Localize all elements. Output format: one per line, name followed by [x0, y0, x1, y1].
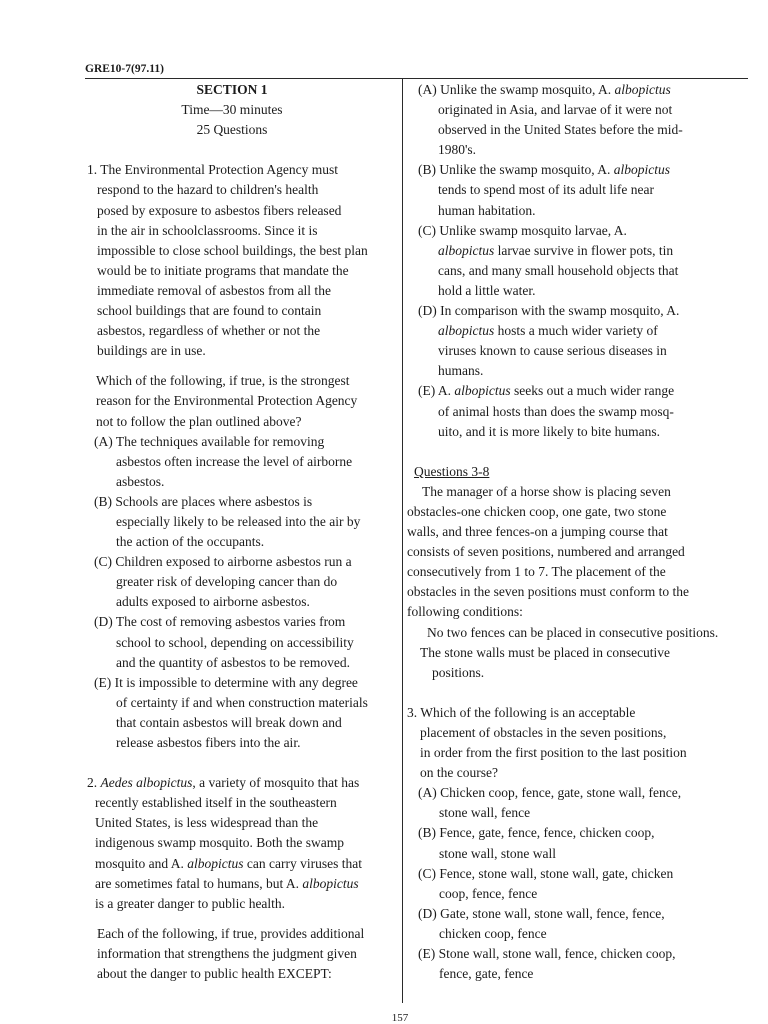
choice-line — [407, 160, 752, 180]
stem-line: indigenous swamp mosquito. Both the swamp — [95, 835, 344, 851]
answer-choice — [407, 944, 752, 984]
answer-choices — [407, 80, 752, 442]
choice-line-segment: larvae survive in flower pots, tin — [494, 242, 674, 258]
conditions-list — [407, 623, 752, 683]
choice-line: that contain asbestos will break down and — [116, 714, 342, 730]
header-rule — [85, 78, 748, 79]
stem-line — [87, 773, 399, 793]
answer-choice — [407, 221, 752, 301]
question-stem — [87, 773, 399, 914]
species-name: albopictus — [614, 82, 671, 97]
stem-line — [87, 854, 399, 874]
prompt-line: not to follow the plan outlined above? — [96, 413, 302, 429]
passage-line: following conditions: — [407, 604, 523, 620]
condition-line: The stone walls must be placed in consecutive — [420, 644, 671, 660]
condition-line: No two fences can be placed in consecutive positions. — [427, 624, 719, 640]
choice-line-segment: hosts a much wider variety of — [494, 323, 658, 339]
choice-line: (C) Fence, stone wall, stone wall, gate, chicken — [418, 865, 674, 881]
species-name: albopictus — [613, 162, 670, 178]
test-code-header: GRE10-7(97.11) — [85, 63, 164, 75]
prompt-line: reason for the Environmental Protection Agency — [96, 393, 358, 409]
stem-line: asbestos, regardless of whether or not the — [97, 323, 321, 339]
choice-line: fence, gate, fence — [439, 966, 534, 982]
answer-choice — [87, 673, 399, 753]
right-column — [407, 80, 752, 984]
species-name: albopictus — [187, 855, 244, 871]
choice-line: human habitation. — [438, 202, 536, 218]
choice-line: humans. — [438, 363, 484, 379]
choice-line — [407, 80, 752, 100]
choice-line: adults exposed to airborne asbestos. — [116, 594, 310, 610]
choice-line: chicken coop, fence — [439, 925, 547, 941]
section-header — [87, 80, 377, 140]
choice-line: (D) The cost of removing asbestos varies from — [94, 614, 346, 630]
prompt-line: Each of the following, if true, provides additional — [97, 925, 365, 941]
section-title: SECTION 1 — [196, 82, 268, 97]
choice-line: (D) In comparison with the swamp mosquito, A. — [418, 303, 680, 319]
choice-line: viruses known to cause serious diseases in — [438, 343, 667, 359]
choice-line: of certainty if and when construction materials — [116, 694, 368, 710]
stem-line-segment: are sometimes fatal to humans, but A. — [95, 875, 303, 891]
choice-line: observed in the United States before the mid- — [438, 122, 683, 138]
stem-line: placement of obstacles in the seven positions, — [420, 725, 667, 740]
choice-line: (A) Chicken coop, fence, gate, stone wall, fence, — [418, 785, 682, 801]
stem-line: in order from the first position to the last position — [420, 745, 687, 761]
choice-line: 1980's. — [438, 142, 477, 158]
stem-line: recently established itself in the southeastern — [95, 795, 337, 811]
choice-line: (C) Unlike swamp mosquito larvae, A. — [418, 222, 627, 238]
section-question-count: 25 Questions — [196, 122, 268, 138]
choice-line: (A) The techniques available for removing — [94, 433, 325, 449]
question-group — [407, 462, 752, 683]
answer-choice — [87, 432, 399, 492]
passage-line: consists of seven positions, numbered and arranged — [407, 544, 685, 560]
choice-line: hold a little water. — [438, 282, 536, 298]
answer-choice — [87, 612, 399, 672]
stem-line: United States, is less widespread than the — [95, 815, 319, 831]
passage-line: The manager of a horse show is placing seven — [422, 483, 671, 499]
choice-line: release asbestos fibers into the air. — [116, 735, 301, 750]
choice-line: asbestos. — [116, 473, 165, 489]
choice-line: asbestos often increase the level of airborne — [116, 453, 353, 469]
answer-choices — [87, 432, 399, 754]
question-3 — [407, 703, 752, 984]
stem-line-segment: mosquito and A. — [95, 855, 188, 871]
choice-line-segment: seeks out a much wider range — [510, 383, 675, 399]
condition-line: positions. — [432, 664, 485, 680]
answer-choice — [407, 823, 752, 863]
stem-line: on the course? — [420, 765, 498, 781]
choice-line — [407, 381, 752, 401]
choice-line: (C) Children exposed to airborne asbestos run a — [94, 554, 352, 570]
species-name: albopictus — [454, 383, 511, 399]
page-number: 157 — [391, 1012, 409, 1024]
left-column — [87, 80, 399, 984]
answer-choice — [407, 381, 752, 441]
column-divider — [402, 78, 403, 1003]
stem-line: 3. Which of the following is an acceptable — [407, 704, 636, 720]
species-name: albopictus — [438, 242, 495, 258]
answer-choices — [407, 783, 752, 984]
stem-line: buildings are in use. — [97, 343, 206, 359]
stem-line: in the air in schoolclassrooms. Since it is — [97, 222, 318, 238]
question-stem — [87, 160, 399, 361]
question-group-heading — [407, 462, 752, 482]
choice-line — [407, 241, 752, 261]
answer-choice — [407, 783, 752, 823]
question-prompt — [87, 924, 399, 984]
choice-line: (E) It is impossible to determine with any degree — [94, 674, 358, 690]
species-name: albopictus — [438, 323, 495, 339]
choice-line: stone wall, stone wall — [439, 845, 556, 861]
condition-item — [407, 623, 752, 643]
choice-line-segment: (E) A. — [418, 383, 455, 399]
prompt-line: information that strengthens the judgment given — [97, 945, 357, 961]
choice-line-segment: (B) Unlike the swamp mosquito, A. — [418, 162, 614, 178]
stem-line: posed by exposure to asbestos fibers released — [97, 202, 342, 218]
stem-line-segment: can carry viruses that — [243, 855, 362, 871]
stem-line: impossible to close school buildings, the best plan — [97, 242, 368, 258]
species-name: albopictus — [302, 875, 359, 891]
choice-line: (B) Fence, gate, fence, fence, chicken coop, — [418, 825, 655, 841]
stem-line: respond to the hazard to children's health — [97, 182, 319, 198]
stem-line: would be to initiate programs that mandate the — [97, 262, 349, 278]
choice-line: (D) Gate, stone wall, stone wall, fence, fence, — [418, 905, 665, 921]
stem-line-segment: 2. — [87, 775, 101, 791]
choice-line — [407, 321, 752, 341]
stem-line-segment: , a variety of mosquito that has — [192, 775, 360, 791]
choice-line-segment: (A) Unlike the swamp mosquito, A. — [418, 82, 615, 97]
stem-line: is a greater danger to public health. — [95, 895, 286, 911]
stem-line: school buildings that are found to contain — [97, 303, 322, 319]
choice-line: greater risk of developing cancer than do — [116, 574, 338, 590]
choice-line: especially likely to be released into the air by — [116, 513, 361, 529]
species-name: Aedes albopictus — [100, 775, 193, 791]
choice-line: and the quantity of asbestos to be removed. — [116, 654, 350, 670]
condition-item — [407, 643, 752, 683]
choice-line: stone wall, fence — [439, 805, 531, 821]
passage-line: obstacles-one chicken coop, one gate, two stone — [407, 503, 667, 519]
answer-choice — [407, 301, 752, 381]
choice-line: uito, and it is more likely to bite humans. — [438, 423, 660, 439]
question-1 — [87, 160, 399, 753]
choice-line: tends to spend most of its adult life near — [438, 182, 654, 198]
choice-line: the action of the occupants. — [116, 534, 265, 550]
passage-line: obstacles in the seven positions must conform to the — [407, 584, 689, 600]
passage-line: consecutively from 1 to 7. The placement of the — [407, 564, 666, 580]
stem-line — [87, 874, 399, 894]
question-prompt — [87, 371, 399, 431]
question-stem — [407, 703, 752, 783]
choice-line: cans, and many small household objects that — [438, 262, 679, 278]
passage-line: walls, and three fences-on a jumping course that — [407, 524, 668, 540]
answer-choice — [407, 80, 752, 160]
stem-line: 1. The Environmental Protection Agency must — [87, 162, 338, 178]
answer-choice — [407, 160, 752, 220]
answer-choice — [87, 492, 399, 552]
choice-line: coop, fence, fence — [439, 885, 538, 901]
choice-line: originated in Asia, and larvae of it were not — [438, 102, 673, 118]
stem-line: immediate removal of asbestos from all the — [97, 282, 331, 298]
question-group-heading-text: Questions 3-8 — [414, 463, 490, 479]
choice-line: (E) Stone wall, stone wall, fence, chicken coop, — [418, 946, 676, 962]
section-time-limit: Time—30 minutes — [181, 102, 283, 118]
prompt-line: about the danger to public health EXCEPT: — [97, 966, 332, 982]
answer-choice — [407, 864, 752, 904]
answer-choice — [87, 552, 399, 612]
prompt-line: Which of the following, if true, is the strongest — [96, 373, 350, 389]
choice-line: school to school, depending on accessibility — [116, 634, 354, 650]
choice-line: (B) Schools are places where asbestos is — [94, 493, 313, 509]
setup-passage — [407, 482, 752, 623]
choice-line: of animal hosts than does the swamp mosq- — [438, 403, 674, 419]
question-2 — [87, 773, 399, 984]
answer-choice — [407, 904, 752, 944]
